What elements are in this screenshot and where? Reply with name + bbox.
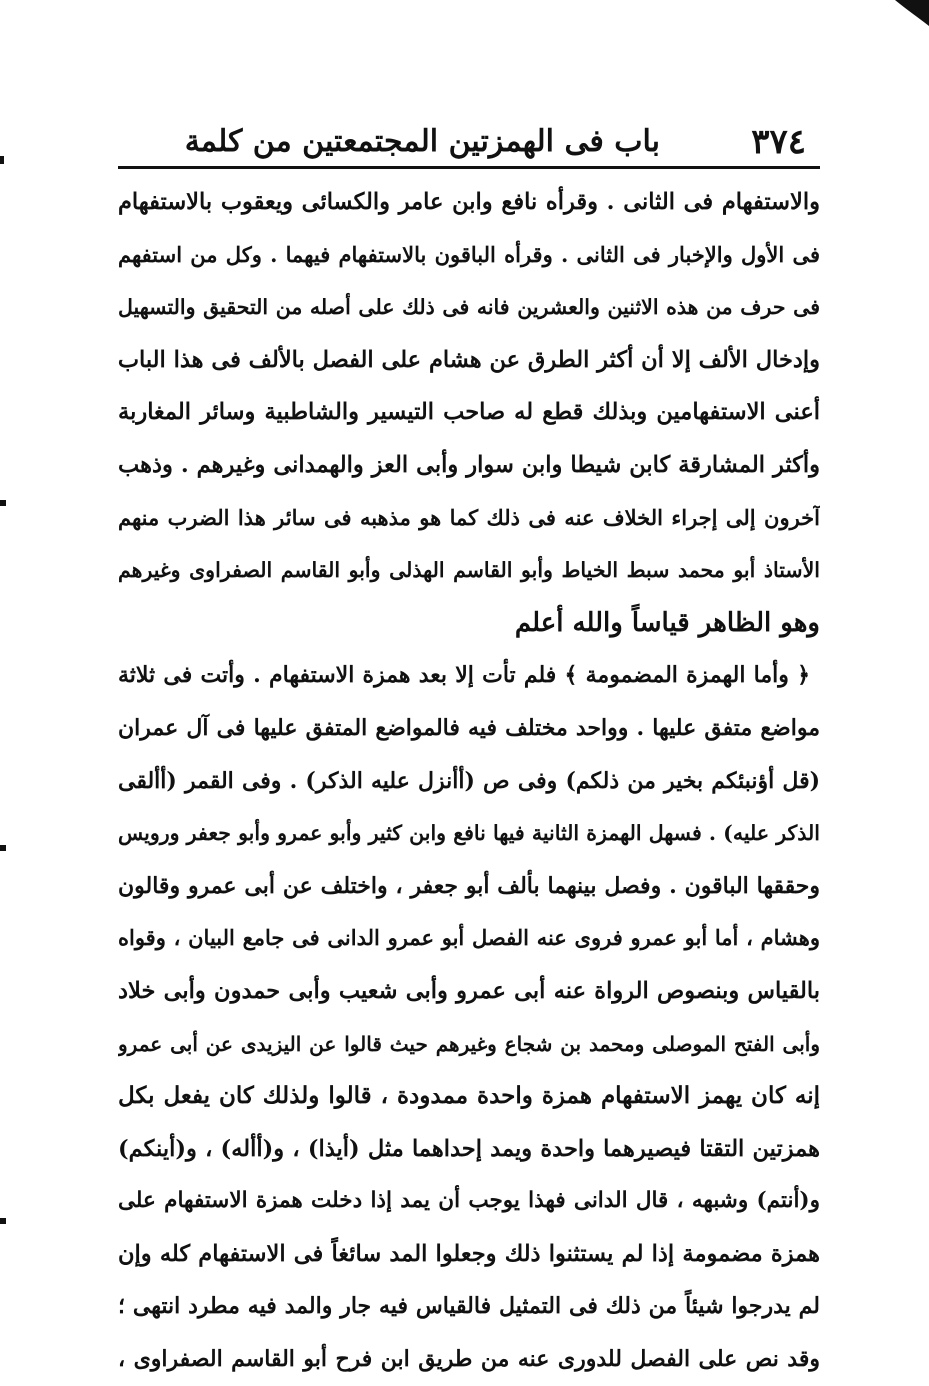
text-line: وحققها الباقون . وفصل بينهما بألف أبو جعفر ، واختلف عن أبى عمرو وقالون [118, 872, 820, 899]
text-line: بالقياس وبنصوص الرواة عنه أبى عمرو وأبى شعيب وأبى حمدون وأبى خلاد [118, 977, 820, 1004]
text-line: لم يدرجوا شيئاً من ذلك فى التمثيل فالقياس فيه جار والمد فيه مطرد انتهى ؛ [118, 1293, 820, 1320]
text-line: الأستاذ أبو محمد سبط الخياط وأبو القاسم الهذلى وأبو القاسم الصفراوى وغيرهم [118, 558, 820, 583]
text-line: والاستفهام فى الثانى . وقرأه نافع وابن عامر والكسائى ويعقوب بالاستفهام [118, 189, 820, 215]
text-line: وأبى الفتح الموصلى ومحمد بن شجاع وغيرهم حيث قالوا عن اليزيدى عن أبى عمرو [118, 1031, 820, 1056]
margin-mark [0, 1218, 6, 1224]
margin-mark [0, 845, 6, 851]
text-line: همزة مضمومة إذا لم يستثنوا ذلك وجعلوا المد سائغاً فى الاستفهام كله وإن [118, 1240, 820, 1267]
text-line: وهشام ، أما أبو عمرو فروى عنه الفصل أبو عمرو الدانى فى جامع البيان ، وقواه [118, 925, 820, 951]
page-header [120, 118, 820, 166]
page-number: ٣٧٤ [751, 122, 806, 162]
text-line: آخرون إلى إجراء الخلاف عنه فى ذلك كما هو مذهبه فى سائر هذا الضرب منهم [118, 504, 820, 530]
text-line: مواضع متفق عليها . وواحد مختلف فيه فالمواضع المتفق عليها فى آل عمران [118, 714, 820, 741]
text-line: أعنى الاستفهامين وبذلك قطع له صاحب التيسير والشاطبية وسائر المغاربة [118, 399, 820, 426]
text-line: وقد نص على الفصل للدورى عنه من طريق ابن فرح أبو القاسم الصفراوى ، [118, 1346, 820, 1373]
text-line: فى حرف من هذه الاثنين والعشرين فانه فى ذلك على أصله من التحقيق والتسهيل [118, 295, 820, 320]
body-text [118, 176, 820, 1386]
text-line: الذكر عليه) . فسهل الهمزة الثانية فيها نافع وابن كثير وأبو عمرو وأبو جعفر ورويس [118, 821, 820, 846]
text-line: فى الأول والإخبار فى الثانى . وقرأه الباقون بالاستفهام فيهما . وكل من استفهم [118, 241, 820, 267]
running-head: باب فى الهمزتين المجتمعتين من كلمة [184, 124, 660, 159]
header-rule [118, 166, 820, 169]
text-line: وهو الظاهر قياساً والله أعلم [514, 607, 820, 638]
text-line: (قل أؤنبئكم بخير من ذلكم) وفى ص (أأنزل عليه الذكر) . وفى القمر (أألقى [118, 767, 820, 794]
text-line: وإدخال الألف إلا أن أكثر الطرق عن هشام على الفصل بالألف فى هذا الباب [118, 346, 820, 373]
margin-mark [0, 156, 4, 164]
corner-scan-mark [889, 0, 929, 30]
text-line: إنه كان يهمز الاستفهام همزة واحدة ممدودة ، قالوا ولذلك كان يفعل بكل [118, 1082, 820, 1110]
text-line: وأكثر المشارقة كابن شيطا وابن سوار وأبى العز والهمدانى وغيرهم . وذهب [118, 451, 820, 478]
text-line: همزتين التقتا فيصيرهما واحدة ويمد إحداهما مثل (أيذا) ، و(أأله) ، و(أينكم) [118, 1135, 820, 1162]
margin-mark [0, 500, 6, 506]
text-line: ﴿ وأما الهمزة المضمومة ﴾ فلم تأت إلا بعد همزة الاستفهام . وأتت فى ثلاثة [118, 662, 810, 689]
text-line: و(أنتم) وشبهه ، قال الدانى فهذا يوجب أن يمد إذا دخلت همزة الاستفهام على [118, 1188, 820, 1214]
